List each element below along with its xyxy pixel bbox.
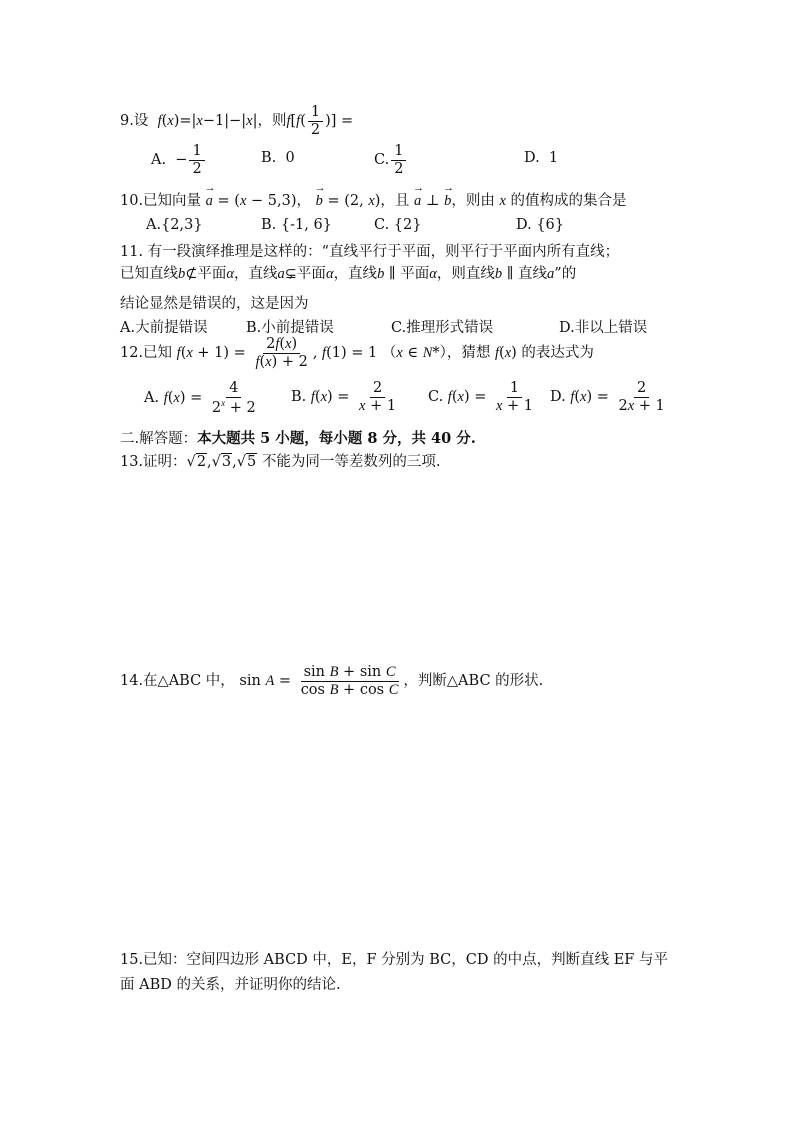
question-13: 13.证明：√2,√3,√5 不能为同一等差数列的三项. (120, 454, 441, 470)
q10-option-d: D. {6} (516, 217, 565, 233)
q12-option-a: A. f(x) = $\frac{4}{2^x + 2}$ (144, 380, 256, 416)
question-12: 12.已知 f(x + 1) = $\frac{2f(x)}{f(x) + 2}$ , f(1) = 1 （x ∈ N*），猜想 f(x) 的表达式为 (120, 336, 594, 370)
q11-option-b: B.小前提错误 (246, 320, 334, 336)
section-2-prefix: 二.解答题： (120, 431, 198, 447)
question-10: 10.已知向量 → a = (x − 5,3)， → b = (2, x)，且 → a ⊥ → b，则由 x 的值构成的集合是 (120, 189, 627, 210)
section-2-heading (120, 427, 476, 448)
q10-option-a: A.{2,3} (146, 217, 203, 233)
section-2-instructions: 本大题共 5 小题，每小题 8 分，共 40 分. (197, 430, 476, 447)
q9-option-d: D. 1 (524, 150, 559, 166)
q9-option-c: C. $\frac{1}{2}$ (374, 143, 408, 177)
q11-option-d: D.非以上错误 (559, 320, 648, 336)
q11-option-a: A.大前提错误 (120, 320, 208, 336)
question-15-line-2: 面 ABD 的关系，并证明你的结论. (120, 977, 341, 993)
q12-option-d: D. f(x) = $\frac{2}{2x + 1}$ (550, 380, 665, 414)
q10-option-b: B. {-1, 6} (261, 217, 332, 233)
question-14: 14.在△ABC 中， sin A = $\frac{\text{sin B + sin C}}{\text{cos B + cos C}}$ ，判断△ABC 的形状. (120, 664, 544, 698)
question-11-line-3: 结论显然是错误的，这是因为 (120, 296, 309, 312)
q9-option-b: B. 0 (261, 150, 295, 166)
q12-option-c: C. f(x) = $\frac{1}{x + 1}$ (428, 380, 533, 414)
question-11-line-2: 已知直线b⊄平面α，直线a⊊平面α，直线b ∥ 平面α，则直线b ∥ 直线a”的 (120, 266, 577, 282)
q10-option-c: C. {2} (374, 217, 422, 233)
q12-option-b: B. f(x) = $\frac{2}{x + 1}$ (291, 380, 397, 414)
question-15-line-1: 15.已知：空间四边形 ABCD 中，E，F 分别为 BC，CD 的中点，判断直线 EF 与平 (120, 952, 668, 968)
q9-option-a: A. − $\frac{1}{2}$ (151, 143, 207, 177)
question-9: 9.设 f(x)=|x−1|−|x|，则f[f( $\frac{1}{2}$ )] = (120, 104, 354, 138)
question-11-line-1: 11. 有一段演绎推理是这样的：“直线平行于平面，则平行于平面内所有直线； (120, 244, 620, 260)
q11-option-c: C.推理形式错误 (391, 320, 494, 336)
